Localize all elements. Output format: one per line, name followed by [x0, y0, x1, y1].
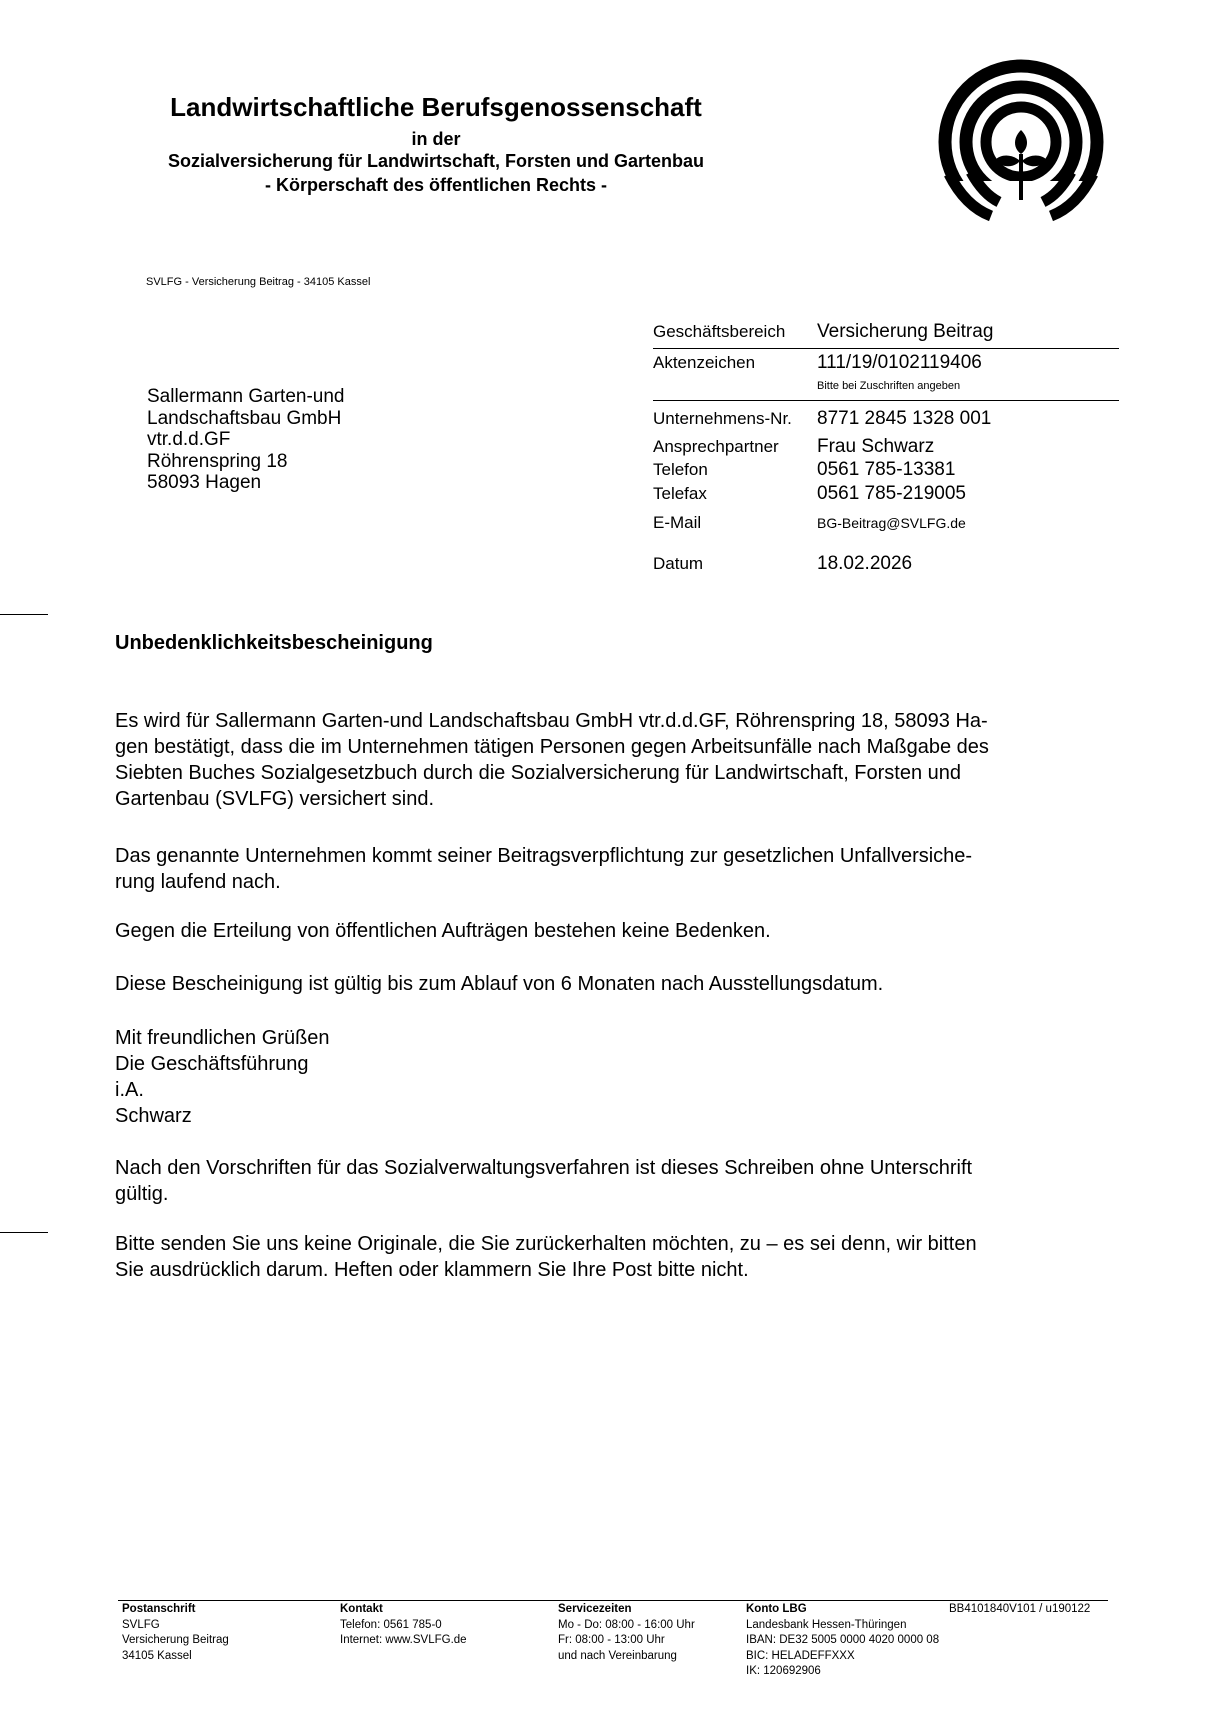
- info-value: 111/19/0102119406: [817, 352, 982, 373]
- footer-line: IBAN: DE32 5005 0000 4020 0000 08: [746, 1634, 940, 1646]
- text-line: Schwarz: [115, 1105, 192, 1127]
- footer-bank-account: [746, 1602, 939, 1680]
- body-paragraph-confirmation: [115, 708, 1120, 812]
- recipient-line: vtr.d.d.GF: [147, 429, 231, 450]
- footer-line: BIC: HELADEFFXXX: [746, 1649, 855, 1662]
- body-paragraph-no-objections: [115, 918, 1120, 944]
- footer-line: IK: 120692906: [746, 1665, 821, 1677]
- info-value: 0561 785-13381: [817, 459, 956, 480]
- info-divider: [653, 400, 1119, 401]
- svlfg-logo-icon: [935, 56, 1107, 228]
- info-label: Unternehmens-Nr.: [653, 409, 792, 428]
- info-label: E-Mail: [653, 513, 702, 532]
- info-hint: Bitte bei Zuschriften angeben: [817, 380, 961, 392]
- footer-heading: Servicezeiten: [558, 1603, 632, 1615]
- letterhead-legal-form: - Körperschaft des öffentlichen Rechts -: [264, 175, 608, 195]
- info-value: BG-Beitrag@SVLFG.de: [817, 515, 966, 531]
- footer-heading: Postanschrift: [122, 1603, 196, 1615]
- closing-signature: [115, 1025, 1120, 1129]
- footer-heading: Konto LBG: [746, 1603, 807, 1615]
- text-line: Diese Bescheinigung ist gültig bis zum Ablauf von 6 Monaten nach Ausstellungsdatum.: [115, 973, 884, 995]
- letterhead-organization: Sozialversicherung für Landwirtschaft, Forsten und Gartenbau: [167, 151, 705, 171]
- recipient-line: 58093 Hagen: [147, 472, 262, 493]
- text-line: Mit freundlichen Grüßen: [115, 1027, 330, 1049]
- footer-service-hours: [558, 1602, 695, 1664]
- footer-contact: [340, 1602, 467, 1649]
- text-line: Bitte senden Sie uns keine Originale, die Sie zurückerhalten möchten, zu – es sei denn, wir bitten: [115, 1233, 977, 1255]
- text-line: Es wird für Sallermann Garten-und Landschaftsbau GmbH vtr.d.d.GF, Röhrenspring 18, 58093 Ha-: [115, 710, 988, 732]
- recipient-address: [147, 386, 345, 494]
- text-line: Siebten Buches Sozialgesetzbuch durch die Sozialversicherung für Landwirtschaft, Forsten und: [115, 762, 962, 784]
- body-paragraph-no-signature: [115, 1155, 1120, 1207]
- sender-return-address: SVLFG - Versicherung Beitrag - 34105 Kassel: [146, 276, 371, 288]
- letter-subject: Unbedenklichkeitsbescheinigung: [115, 632, 433, 654]
- info-value: 8771 2845 1328 001: [817, 408, 992, 429]
- text-line: Sie ausdrücklich darum. Heften oder klammern Sie Ihre Post bitte nicht.: [115, 1259, 749, 1281]
- info-divider: [653, 348, 1119, 349]
- recipient-line: Landschaftsbau GmbH: [147, 407, 342, 429]
- footer-document-id: [949, 1602, 1090, 1618]
- info-value: Frau Schwarz: [817, 436, 935, 457]
- info-value: 18.02.2026: [817, 553, 913, 574]
- recipient-line: Röhrenspring 18: [147, 450, 288, 472]
- info-value: 0561 785-219005: [817, 483, 966, 504]
- text-line: Das genannte Unternehmen kommt seiner Beitragsverpflichtung zur gesetzlichen Unfallversiche-: [115, 845, 973, 867]
- text-line: rung laufend nach.: [115, 871, 281, 893]
- text-line: i.A.: [115, 1079, 144, 1101]
- footer-line: Landesbank Hessen-Thüringen: [746, 1618, 907, 1631]
- text-line: gen bestätigt, dass die im Unternehmen tätigen Personen gegen Arbeitsunfälle nach Maßgabe des: [115, 736, 989, 758]
- text-line: Nach den Vorschriften für das Sozialverwaltungsverfahren ist dieses Schreiben ohne Unterschrift: [115, 1157, 973, 1179]
- text-line: Gartenbau (SVLFG) versichert sind.: [115, 788, 435, 810]
- letterhead-subtitle: in der: [411, 129, 461, 149]
- body-paragraph-contributions: [115, 843, 1120, 895]
- footer-line: Telefon: 0561 785-0: [340, 1618, 442, 1631]
- footer-line: 34105 Kassel: [122, 1649, 192, 1662]
- info-label: Geschäftsbereich: [653, 322, 786, 341]
- body-paragraph-validity: [115, 971, 1120, 997]
- info-label: Ansprechpartner: [653, 437, 779, 456]
- fold-mark: [0, 1232, 48, 1233]
- footer-postal-address: [122, 1602, 229, 1664]
- text-line: gültig.: [115, 1183, 169, 1205]
- footer-line: Fr: 08:00 - 13:00 Uhr: [558, 1634, 665, 1646]
- recipient-line: Sallermann Garten-und: [147, 386, 345, 407]
- info-label: Aktenzeichen: [653, 353, 756, 372]
- footer-heading: Kontakt: [340, 1603, 383, 1615]
- text-line: Gegen die Erteilung von öffentlichen Aufträgen bestehen keine Bedenken.: [115, 920, 771, 942]
- footer-line: BB4101840V101 / u190122: [949, 1603, 1091, 1615]
- footer-line: Mo - Do: 08:00 - 16:00 Uhr: [558, 1618, 695, 1631]
- text-line: Die Geschäftsführung: [115, 1053, 309, 1075]
- footer-line: Internet: www.SVLFG.de: [340, 1634, 467, 1646]
- info-value: Versicherung Beitrag: [817, 321, 994, 342]
- letterhead-title: Landwirtschaftliche Berufsgenossenschaft: [170, 92, 702, 122]
- fold-mark: [0, 614, 48, 615]
- body-paragraph-originals-notice: [115, 1231, 1120, 1283]
- footer-line: Versicherung Beitrag: [122, 1634, 229, 1646]
- info-label: Telefax: [653, 484, 707, 503]
- info-label: Telefon: [653, 460, 708, 479]
- footer-line: und nach Vereinbarung: [558, 1649, 677, 1662]
- footer-line: SVLFG: [122, 1618, 160, 1631]
- info-label: Datum: [653, 554, 704, 573]
- footer-divider: [118, 1600, 1108, 1601]
